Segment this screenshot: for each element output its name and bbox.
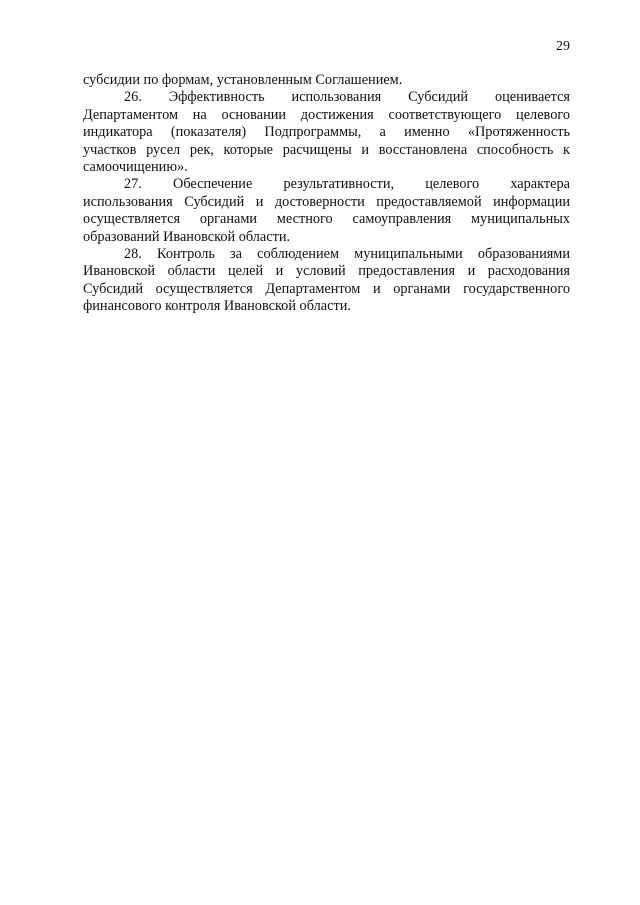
paragraph-26 (83, 89, 570, 176)
paragraph-27 (83, 176, 570, 246)
text-line: субсидии по формам, установленным Соглашением. (83, 72, 403, 88)
page-number: 29 (556, 39, 570, 54)
text-line: использования Субсидий и достоверности предоставляемой информации (83, 193, 570, 210)
text-line: осуществляется органами местного самоуправления муниципальных (83, 211, 570, 228)
text-line: участков русел рек, которые расчищены и восстановлена способность к (83, 141, 570, 158)
text-line: 26. Эффективность использования Субсидий оценивается (124, 89, 570, 106)
text-line: образований Ивановской области. (83, 228, 291, 245)
paragraph-28 (83, 246, 570, 316)
paragraph-continuation (83, 72, 570, 89)
text-line: Субсидий осуществляется Департаментом и органами государственного (83, 280, 570, 297)
text-line: индикатора (показателя) Подпрограммы, а именно «Протяженность (83, 124, 570, 141)
document-body (83, 72, 570, 315)
text-line: финансового контроля Ивановской области. (83, 298, 351, 315)
text-line: самоочищению». (83, 158, 188, 175)
text-line: 27. Обеспечение результативности, целевого характера (124, 176, 570, 193)
text-line: Ивановской области целей и условий предоставления и расходования (83, 263, 570, 280)
text-line: 28. Контроль за соблюдением муниципальными образованиями (124, 245, 570, 262)
text-line: Департаментом на основании достижения соответствующего целевого (83, 106, 570, 123)
